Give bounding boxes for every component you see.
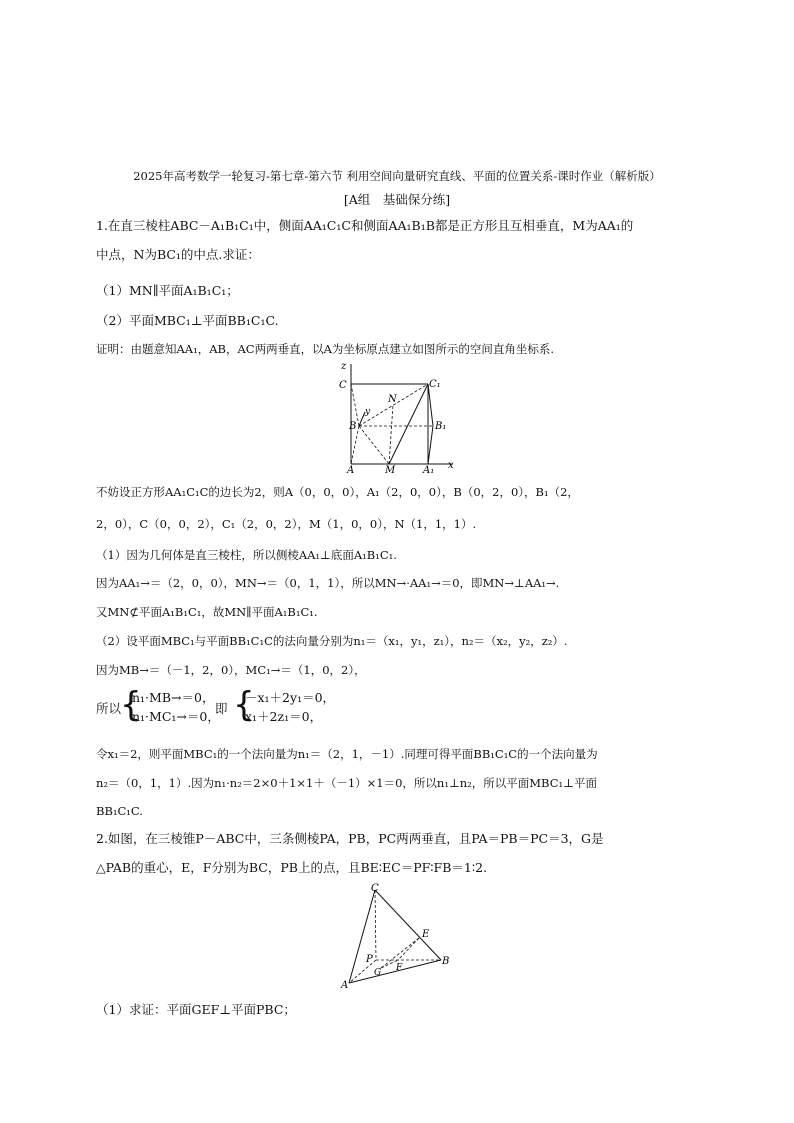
point-G-label: G <box>374 968 382 978</box>
point-B1-label: B₁ <box>435 421 447 432</box>
point-M-label: M <box>385 465 396 475</box>
step2-line4: n₂＝（0，1，1）.因为n₁·n₂＝2×0＋1×1＋（－1）×1＝0，所以n₁⊥n₂，所以平面MBC₁⊥平面 <box>96 776 597 790</box>
point-B-label: B <box>349 421 357 432</box>
coords-line2: 2，0），C（0，0，2），C₁（2，0，2），M（1，0，0），N（1，1，1）. <box>96 517 477 531</box>
point-B-label-2: B <box>442 956 450 967</box>
system-prefix: 所以 <box>96 701 122 716</box>
system2-eq1: －x₁＋2y₁＝0， <box>245 690 336 705</box>
step1-line1: （1）因为几何体是直三棱柱，所以侧棱AA₁⊥底面A₁B₁C₁. <box>96 548 397 562</box>
point-N-label: N <box>388 394 397 405</box>
problem2-stem-line2: △PAB的重心，E，F分别为BC，PB上的点，且BE∶EC＝PF∶FB＝1∶2. <box>96 860 488 875</box>
point-A-label: A <box>347 465 355 475</box>
point-A-label-2: A <box>341 980 349 991</box>
step1-line3: 又MN⊄平面A₁B₁C₁，故MN∥平面A₁B₁C₁. <box>96 605 318 619</box>
step2-line3: 令x₁＝2，则平面MBC₁的一个法向量为n₁＝（2，1，－1）.同理可得平面BB₁C₁C的一个法向量为 <box>96 747 598 761</box>
z-axis-label: z <box>341 361 347 372</box>
pyramid-figure <box>335 880 460 992</box>
y-axis-label: y <box>365 407 371 417</box>
point-C-label-2: C <box>371 883 379 894</box>
x-axis-label: x <box>448 460 454 471</box>
system-mid: 即 <box>215 701 228 716</box>
section-heading: [A组 基础保分练] <box>343 192 451 207</box>
step1-line2: 因为AA₁→＝（2，0，0），MN→＝（0，1，1），所以MN→·AA₁→＝0，即MN→⊥AA₁→. <box>96 576 560 590</box>
problem1-part2: （2）平面MBC₁⊥平面BB₁C₁C. <box>96 313 279 328</box>
step2-line5: BB₁C₁C. <box>96 804 143 818</box>
system1-eq2: n₁·MC₁→＝0， <box>132 709 220 724</box>
problem2-part1: （1）求证：平面GEF⊥平面PBC； <box>96 1002 296 1017</box>
point-C-label: C <box>339 380 347 391</box>
problem1-stem-line1: 1.在直三棱柱ABC－A₁B₁C₁中，侧面AA₁C₁C和侧面AA₁B₁B都是正方形且互相垂直，M为AA₁的 <box>96 218 634 233</box>
problem2-stem-line1: 2.如图，在三棱锥P－ABC中，三条侧棱PA，PB，PC两两垂直，且PA＝PB＝PC＝3，G是 <box>96 831 604 846</box>
system2-eq2: x₁＋2z₁＝0， <box>245 709 323 724</box>
document-title: 2025年高考数学一轮复习-第七章-第六节 利用空间向量研究直线、平面的位置关系-课时作业（解析版） <box>133 169 661 183</box>
coords-line1: 不妨设正方形AA₁C₁C的边长为2，则A（0，0，0），A₁（2，0，0），B（0，2，0），B₁（2， <box>96 485 579 499</box>
step2-line2: 因为MB→＝（－1，2，0），MC₁→＝（1，0，2）， <box>96 663 366 677</box>
point-E-label: E <box>422 929 430 940</box>
left-brace-2: { <box>233 685 255 725</box>
proof-intro: 证明：由题意知AA₁，AB，AC两两垂直，以A为坐标原点建立如图所示的空间直角坐标系. <box>96 342 555 356</box>
point-A1-label: A₁ <box>423 465 435 475</box>
problem1-part1: （1）MN∥平面A₁B₁C₁； <box>96 283 239 298</box>
left-brace-1: { <box>120 685 142 725</box>
system1-eq1: n₁·MB→＝0， <box>132 690 215 705</box>
point-P-label: P <box>366 954 373 965</box>
point-F-label: F <box>396 963 403 973</box>
problem1-stem-line2: 中点，N为BC₁的中点.求证： <box>96 247 260 262</box>
point-C1-label: C₁ <box>429 379 441 390</box>
prism-figure <box>335 360 460 475</box>
step2-line1: （2）设平面MBC₁与平面BB₁C₁C的法向量分别为n₁＝（x₁，y₁，z₁），n₂＝（x₂，y₂，z₂）. <box>96 634 568 648</box>
